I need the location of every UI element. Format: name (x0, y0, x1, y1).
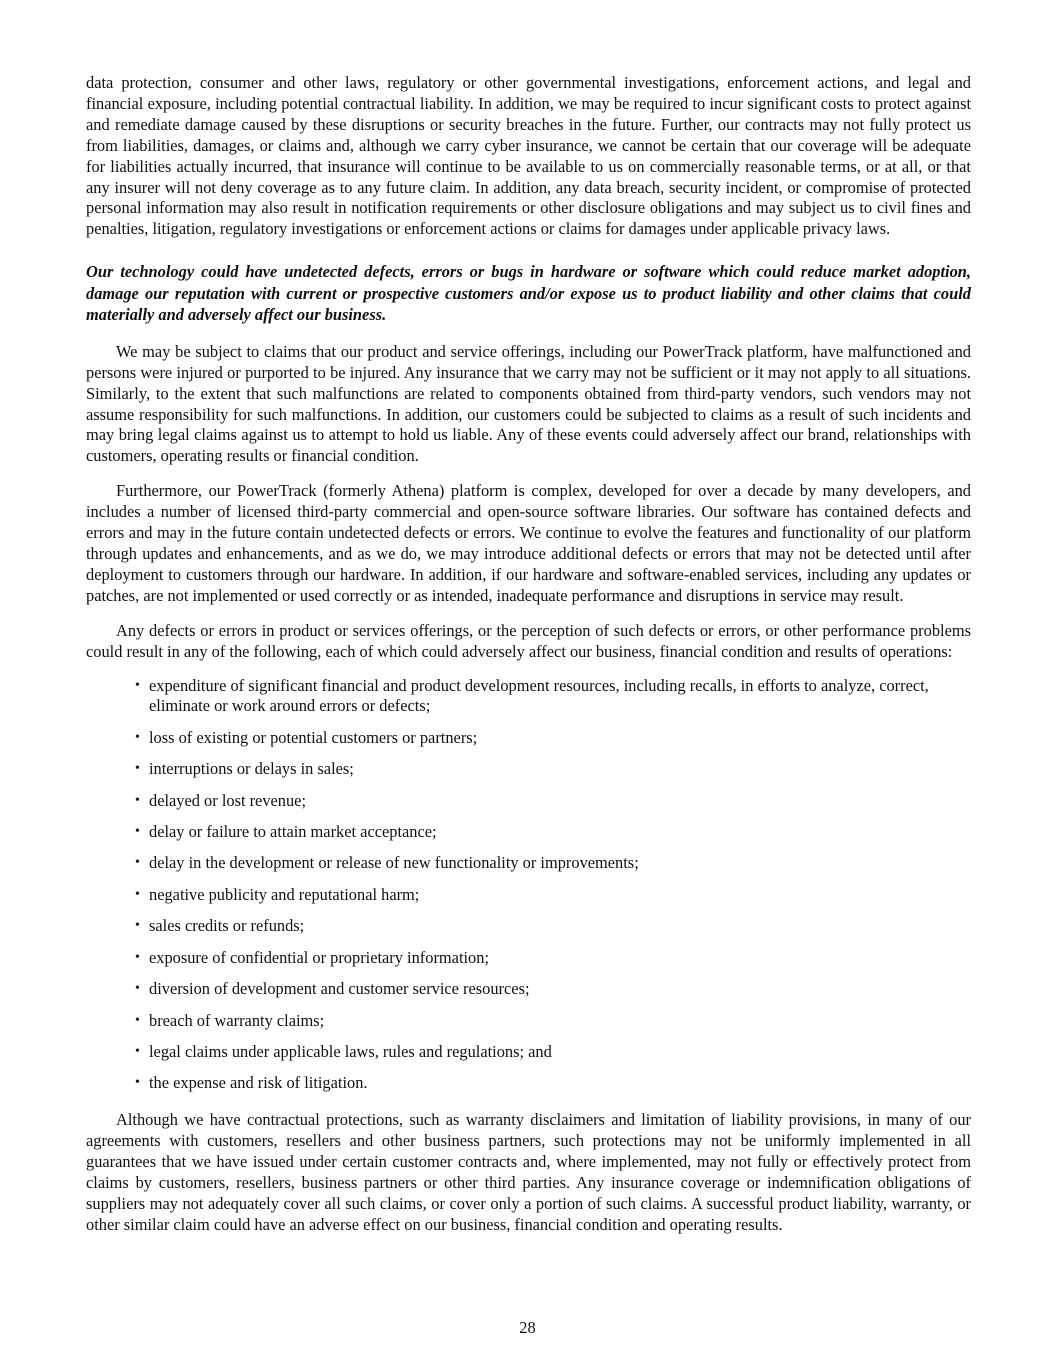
bullet-icon: • (135, 886, 140, 902)
bullet-text: the expense and risk of litigation. (149, 1073, 368, 1093)
bullet-icon: • (135, 729, 140, 745)
bullet-text: delayed or lost revenue; (149, 790, 307, 810)
bullet-item (135, 1073, 971, 1094)
bullet-icon: • (135, 677, 140, 693)
bullet-item (135, 676, 971, 718)
page-number: 28 (519, 1318, 536, 1337)
bullet-list (86, 676, 971, 1095)
bullet-item (135, 822, 971, 843)
bullet-icon: • (135, 824, 140, 840)
bullet-icon: • (135, 761, 140, 777)
bullet-icon: • (135, 949, 140, 965)
bullet-icon: • (135, 1012, 140, 1028)
bullet-icon: • (135, 981, 140, 997)
bullet-text: sales credits or refunds; (149, 916, 305, 936)
bullet-text: loss of existing or potential customers or partners; (149, 727, 478, 747)
bullet-icon: • (135, 792, 140, 808)
bullet-text: expenditure of significant financial and product development resources, including recalls, in efforts to analyze, correct, eliminate or work around errors or defects; (149, 675, 929, 716)
paragraph: We may be subject to claims that our product and service offerings, including our PowerTrack platform, have malfunctioned and persons were injured or purported to be injured. Any insurance that we carry may not be sufficient or it may not apply to all situations. Similarly, to the extent that such malfunctions are related to components obtained from third-party vendors, such vendors may not assume responsibility for such malfunctions. In addition, our customers could be subjected to claims as a result of such incidents and may bring legal claims against us to attempt to hold us liable. Any of these events could adversely affect our brand, relationships with customers, operating results or financial condition. (86, 341, 971, 466)
bullet-text: delay in the development or release of new functionality or improvements; (149, 853, 639, 873)
bullet-text: negative publicity and reputational harm; (149, 884, 420, 904)
bullet-text: exposure of confidential or proprietary information; (149, 947, 489, 967)
bullet-item (135, 885, 971, 906)
bullet-text: diversion of development and customer service resources; (149, 979, 530, 999)
bullet-item (135, 853, 971, 874)
bullet-icon: • (135, 1043, 140, 1059)
paragraph: Although we have contractual protections, such as warranty disclaimers and limitation of liability provisions, in many of our agreements with customers, resellers and other business partners, such protections may not be uniformly implemented in all guarantees that we have issued under certain customer contracts and, where implemented, may not fully or effectively protect from claims by customers, resellers, business partners or other third parties. Any insurance coverage or indemnification obligations of suppliers may not adequately cover all such claims, or cover only a portion of such claims. A successful product liability, warranty, or other similar claim could have an adverse effect on our business, financial condition and operating results. (86, 1110, 971, 1234)
bullet-item (135, 791, 971, 812)
bullet-item (135, 759, 971, 780)
document-page (86, 73, 971, 1236)
bullet-text: legal claims under applicable laws, rules and regulations; and (149, 1041, 552, 1061)
bullet-item (135, 916, 971, 937)
bullet-text: interruptions or delays in sales; (149, 759, 354, 779)
bullet-item (135, 1011, 971, 1032)
bullet-item (135, 948, 971, 969)
paragraph-continuation: data protection, consumer and other laws, regulatory or other governmental investigations, enforcement actions, and legal and financial exposure, including potential contractual liability. In addition, we may be required to incur significant costs to protect against and remediate damage caused by these disruptions or security breaches in the future. Further, our contracts may not fully protect us from liabilities, damages, or claims and, although we carry cyber insurance, we cannot be certain that our coverage will be adequate for liabilities actually incurred, that insurance will continue to be available to us on commercially reasonable terms, or at all, or that any insurer will not deny coverage as to any future claim. In addition, any data breach, security incident, or compromise of protected personal information may also result in notification requirements or other disclosure obligations and may subject us to civil fines and penalties, litigation, regulatory investigations or enforcement actions or claims for damages under applicable privacy laws. (86, 73, 971, 239)
risk-factor-heading: Our technology could have undetected defects, errors or bugs in hardware or software which could reduce market adoption, damage our reputation with current or prospective customers and/or expose us to product liability and other claims that could materially and adversely affect our business. (86, 262, 971, 325)
bullet-item (135, 728, 971, 749)
bullet-item (135, 979, 971, 1000)
bullet-text: delay or failure to attain market acceptance; (149, 822, 437, 842)
bullet-icon: • (135, 1075, 140, 1091)
bullet-icon: • (135, 918, 140, 934)
bullet-item (135, 1042, 971, 1063)
bullet-text: breach of warranty claims; (149, 1010, 325, 1030)
bullet-icon: • (135, 855, 140, 871)
paragraph: Any defects or errors in product or services offerings, or the perception of such defects or errors, or other performance problems could result in any of the following, each of which could adversely affect our business, financial condition and results of operations: (86, 620, 971, 661)
paragraph: Furthermore, our PowerTrack (formerly Athena) platform is complex, developed for over a decade by many developers, and includes a number of licensed third-party commercial and open-source software libraries. Our software has contained defects and errors and may in the future contain undetected defects or errors. We continue to evolve the features and functionality of our platform through updates and enhancements, and as we do, we may introduce additional defects or errors that may not be detected until after deployment to customers through our hardware. In addition, if our hardware and software-enabled services, including any updates or patches, are not implemented or used correctly or as intended, inadequate performance and disruptions in service may result. (86, 481, 971, 605)
